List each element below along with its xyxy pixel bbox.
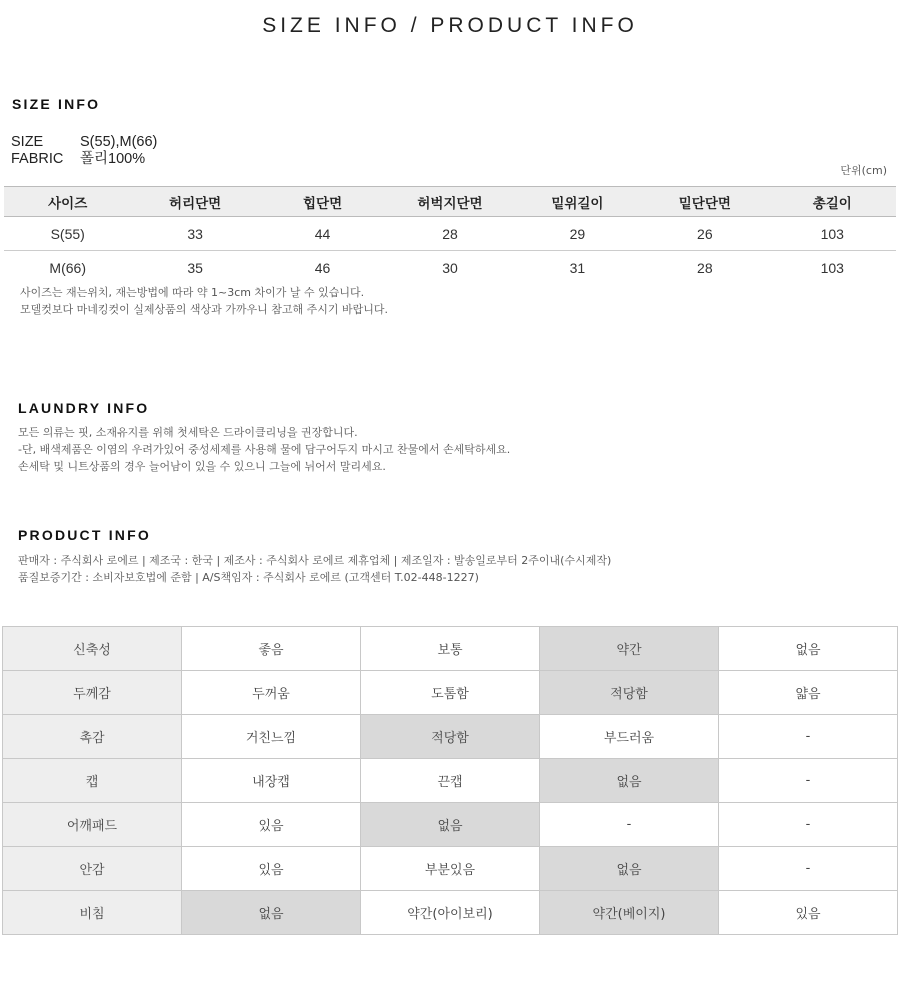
property-option: - <box>719 847 898 891</box>
property-option: 내장캡 <box>182 759 361 803</box>
note-line: -단, 배색제품은 이염의 우려가있어 중성세제를 사용해 물에 담구어두지 마시고 찬물에서 손세탁하세요. <box>18 443 511 456</box>
size-info-heading: SIZE INFO <box>12 96 101 112</box>
note-line: 모델컷보다 마네킹컷이 실제상품의 색상과 가까우니 참고해 주시기 바랍니다. <box>20 303 389 316</box>
spec-size <box>11 134 157 151</box>
spec-key: FABRIC <box>11 151 64 167</box>
table-cell: M(66) <box>49 259 86 276</box>
table-cell: 26 <box>641 217 768 251</box>
laundry-info-heading: LAUNDRY INFO <box>18 400 150 416</box>
property-option: 두꺼움 <box>182 671 361 715</box>
spec-value: 폴리100% <box>80 151 146 167</box>
property-option: 보통 <box>361 627 540 671</box>
property-option: - <box>719 803 898 847</box>
note-line: 사이즈는 재는위치, 재는방법에 따라 약 1~3cm 차이가 날 수 있습니다. <box>20 286 365 299</box>
note-line: 손세탁 및 니트상품의 경우 늘어남이 있을 수 있으니 그늘에 뉘어서 말리세요. <box>18 460 386 473</box>
property-row-stretch <box>3 627 898 671</box>
spec-fabric <box>11 151 157 168</box>
note-line: 품질보증기간 : 소비자보호법에 준함 | A/S책임자 : 주식회사 로에르 (고객센터 T.02-448-1227) <box>18 571 479 584</box>
column-header: 총길이 <box>769 187 896 217</box>
property-label: 신축성 <box>3 627 182 671</box>
table-cell: 30 <box>442 259 458 276</box>
page-title: SIZE INFO / PRODUCT INFO <box>262 14 638 37</box>
table-cell: 46 <box>314 259 331 276</box>
property-table <box>2 626 898 935</box>
property-row-sheerness <box>3 891 898 935</box>
table-row <box>4 217 896 251</box>
property-option: 있음 <box>182 847 361 891</box>
property-option-selected: 적당함 <box>540 671 719 715</box>
table-cell: 44 <box>259 217 386 251</box>
table-cell: 29 <box>514 217 641 251</box>
table-cell: 103 <box>820 259 844 276</box>
property-option-selected: 없음 <box>540 847 719 891</box>
property-row-thickness <box>3 671 898 715</box>
property-row-texture <box>3 715 898 759</box>
column-header: 밑위길이 <box>514 187 641 217</box>
spec-block <box>11 134 157 168</box>
note-line: 모든 의류는 핏, 소재유지를 위해 첫세탁은 드라이클리닝을 권장합니다. <box>18 426 358 439</box>
property-row-lining <box>3 847 898 891</box>
property-option: 끈캡 <box>361 759 540 803</box>
property-option-selected: 없음 <box>540 759 719 803</box>
property-option: - <box>719 759 898 803</box>
column-header: 힙단면 <box>259 187 386 217</box>
property-row-shoulder-pad <box>3 803 898 847</box>
property-option-selected: 약간(베이지) <box>540 891 719 935</box>
property-option: 있음 <box>182 803 361 847</box>
property-option: 부분있음 <box>361 847 540 891</box>
property-label: 안감 <box>3 847 182 891</box>
property-option: 약간(아이보리) <box>361 891 540 935</box>
property-option-selected: 약간 <box>540 627 719 671</box>
property-option: 얇음 <box>719 671 898 715</box>
property-option-selected: 없음 <box>361 803 540 847</box>
note-line: 판매자 : 주식회사 로에르 | 제조국 : 한국 | 제조사 : 주식회사 로에르 제휴업체 | 제조일자 : 발송일로부터 2주이내(수시제작) <box>18 554 612 567</box>
property-option: - <box>540 803 719 847</box>
size-table-header <box>4 187 896 217</box>
table-cell: 31 <box>569 259 586 276</box>
property-label: 비침 <box>3 891 182 935</box>
property-label: 캡 <box>3 759 182 803</box>
property-option: 있음 <box>719 891 898 935</box>
property-label: 촉감 <box>3 715 182 759</box>
table-cell: 28 <box>386 217 513 251</box>
spec-key: SIZE <box>11 134 44 150</box>
column-header: 허벅지단면 <box>386 187 513 217</box>
product-info-heading: PRODUCT INFO <box>18 527 151 543</box>
property-option: - <box>719 715 898 759</box>
unit-label: 단위(cm) <box>840 164 887 177</box>
product-notes <box>18 552 611 586</box>
property-label: 두께감 <box>3 671 182 715</box>
property-option: 좋음 <box>182 627 361 671</box>
table-row <box>4 251 896 285</box>
property-option: 부드러움 <box>540 715 719 759</box>
column-header: 허리단면 <box>131 187 258 217</box>
table-cell: 33 <box>131 217 258 251</box>
property-option: 거친느낌 <box>182 715 361 759</box>
property-option-selected: 없음 <box>182 891 361 935</box>
size-table <box>4 186 896 284</box>
spec-value: S(55),M(66) <box>80 134 158 150</box>
size-notes <box>20 284 388 318</box>
property-option: 없음 <box>719 627 898 671</box>
table-cell: S(55) <box>4 217 131 251</box>
column-header: 밑단단면 <box>641 187 768 217</box>
property-row-cup <box>3 759 898 803</box>
property-label: 어깨패드 <box>3 803 182 847</box>
table-cell: 35 <box>187 259 203 276</box>
property-option-selected: 적당함 <box>361 715 540 759</box>
table-cell: 28 <box>697 259 713 276</box>
table-cell: 103 <box>769 217 896 251</box>
laundry-notes <box>18 424 510 475</box>
column-header: 사이즈 <box>4 187 131 217</box>
property-option: 도톰함 <box>361 671 540 715</box>
